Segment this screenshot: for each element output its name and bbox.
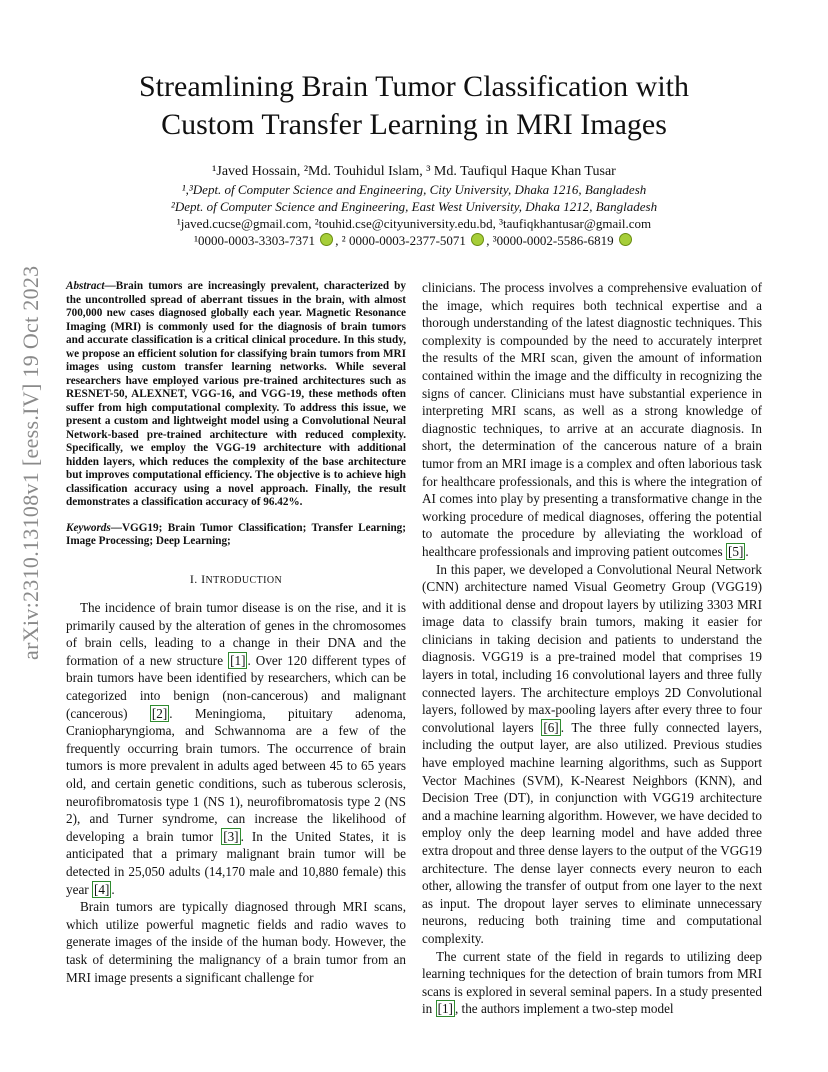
citation-link[interactable]: [1] [437,1001,453,1017]
arxiv-sidebar-stamp: arXiv:2310.13108v1 [eess.IV] 19 Oct 2023 [18,265,43,660]
intro-paragraph-3: In this paper, we developed a Convolutional Neural Network (CNN) architecture named Visual Geometry Group (VGG19) with additional dense and dropout layers by utilizing 3303 MRI image data to classify brain tumors, making it easier for clinicians in taking decision and patients to understand the diagnosis. VGG19 is a pre-trained model that comprises 19 layers in total, including 16 convolutional layers and three fully connected layers. The architecture employs 2D Convolutional layers, followed by max-pooling layers after every three to four convolutional layers [6] . The three fully connected layers, including the output layer, are also utilized. Previous studies have employed machine learning algorithms, such as Support Vector Machines (SVM), K-Nearest Neighbors (KNN), and Decision Tree (DT), in conjunction with VGG19 architecture and a machine learning algorithm. However, we have decided to employ only the deep learning model and have added three extra dropout and three dense layers to the output of the VGG19 architecture. The dense layer connects every neuron to each other, allowing the transfer of output from one layer to the next as input. The dropout layer serves to eliminate unnecessary neurons, reducing both training time and computational complexity. [422,561,762,946]
orcid-line: ¹0000-0003-3303-7371 , ² 0000-0003-2377-5071 , ³0000-0002-5586-6819 [80,232,748,249]
author-names: ¹Javed Hossain, ²Md. Touhidul Islam, ³ Md. Taufiqul Haque Khan Tusar [212,164,616,179]
orcid-icon[interactable] [320,233,333,246]
orcid-icon[interactable] [619,233,632,246]
orcid-id-3: ³0000-0002-5586-6819 [492,233,614,248]
keywords-text: —VGG19; Brain Tumor Classification; Transfer Learning; Image Processing; Deep Learning; [66,521,406,547]
intro-paragraph-2-cont: clinicians. The process involves a comprehensive evaluation of the image, which requires both technical expertise and a thorough understanding of the latest diagnostic techniques. This complexity is compounded by the need to accurately interpret the results of the MRI scan, given the amount of information contained within the image and the difficulty in recognizing the signs of cancer. Clinicians must have substantial experience in interpreting MRI scans, as well as a strong knowledge of diagnostic techniques, to arrive at an accurate diagnosis. In short, the determination of the cancerous nature of a brain tumor from an MRI image is a complex and often laborious task for healthcare professionals, and this is where the integration of AI comes into play by presenting a transformative change in the working procedure of medical diagnoses, offering the potential to automate the procedure by alleviating the workload of healthcare professionals and improving patient outcomes [5] . [422,280,762,559]
affiliation-2: ²Dept. of Computer Science and Engineering, East West University, Dhaka 1212, Bangladesh [170,199,658,214]
orcid-icon[interactable] [471,233,484,246]
citation-link[interactable]: [3] [223,828,239,844]
affiliation-1: ¹,³Dept. of Computer Science and Engineering, City University, Dhaka 1216, Bangladesh [181,182,647,197]
intro-paragraph-1: The incidence of brain tumor disease is on the rise, and it is primarily caused by the alteration of genes in the chromosomes of brain cells, leading to a change in their DNA and the formation of a new structure [1] . Over 120 different types of brain tumors have been identified by researchers, which can be categorized into benign (non-cancerous) and malignant (cancerous) [2] . Meningioma, pituitary adenoma, Craniopharyngioma, and Schwannoma are a few of the frequently occurring brain tumors. The occurrence of brain tumors is more prevalent in adults aged between 45 to 65 years old, and certain genetic conditions, such as tuberous sclerosis, neurofibromatosis type 1 (NS 1), neurofibromatosis type 2 (NS 2), and Turner syndrome, can increase the likelihood of developing a brain tumor [3] . In the United States, it is anticipated that a primary malignant brain tumor will be detected in 25,050 adults (14,170 male and 10,880 female) this year [4] . [66,600,407,897]
author-emails: ¹javed.cucse@gmail.com, ²touhid.cse@cityuniversity.edu.bd, ³taufiqkhantusar@gmail.com [176,216,652,231]
orcid-id-2: ² 0000-0003-2377-5071 [341,233,466,248]
right-column [422,279,762,1018]
title-line-2: Custom Transfer Learning in MRI Images [161,108,667,141]
intro-paragraph-2: Brain tumors are typically diagnosed through MRI scans, which utilize powerful magnetic fields and radio waves to generate images of the inside of the human body. However, the task of determining the malignancy of a brain tumor from an MRI image presents a significant challenge for [66,899,406,985]
intro-paragraph-4: The current state of the field in regards to utilizing deep learning techniques for the detection of brain tumors from MRI scans is explored in several seminal papers. In a study presented in [1] , the authors implement a two-step model [422,948,762,1017]
citation-link[interactable]: [1] [230,652,246,668]
abstract [66,280,406,510]
left-column [66,280,406,986]
abstract-label: Abstract [66,280,105,292]
abstract-text: —Brain tumors are increasingly prevalent, characterized by the uncontrolled spread of aberrant tissues in the brain, with almost 700,000 new cases diagnosed globally each year. Magnetic Resonance Imaging (MRI) is commonly used for the diagnosis of brain tumors and accurate classification is a critical clinical procedure. In this study, we propose an efficient solution for classifying brain tumors from MRI images using custom transfer learning networks. While several researchers have employed various pre-trained architectures such as RESNET-50, ALEXNET, VGG-16, and VGG-19, these methods often suffer from high computational complexity. To address this issue, we present a custom and lightweight model using a Convolutional Neural Network-based pre-trained architecture with reduced complexity. Specifically, we employ the VGG-19 architecture with additional hidden layers, which reduces the complexity of the base architecture but improves computational efficiency. The objective is to achieve high classification accuracy using a novel approach. Finally, the result demonstrates a classification accuracy of 96.42%. [66,280,406,508]
citation-link[interactable]: [6] [543,719,559,735]
author-block [80,163,748,249]
citation-link[interactable]: [5] [727,543,744,559]
citation-link[interactable]: [4] [94,881,110,897]
orcid-id-1: ¹0000-0003-3303-7371 [194,233,316,248]
title-line-1: Streamlining Brain Tumor Classification with [139,70,689,103]
keywords [66,522,406,549]
citation-link[interactable]: [2] [151,705,168,721]
keywords-label: Keywords [66,521,111,534]
section-heading: I. INTRODUCTION [189,571,283,586]
paper-title [80,68,748,144]
